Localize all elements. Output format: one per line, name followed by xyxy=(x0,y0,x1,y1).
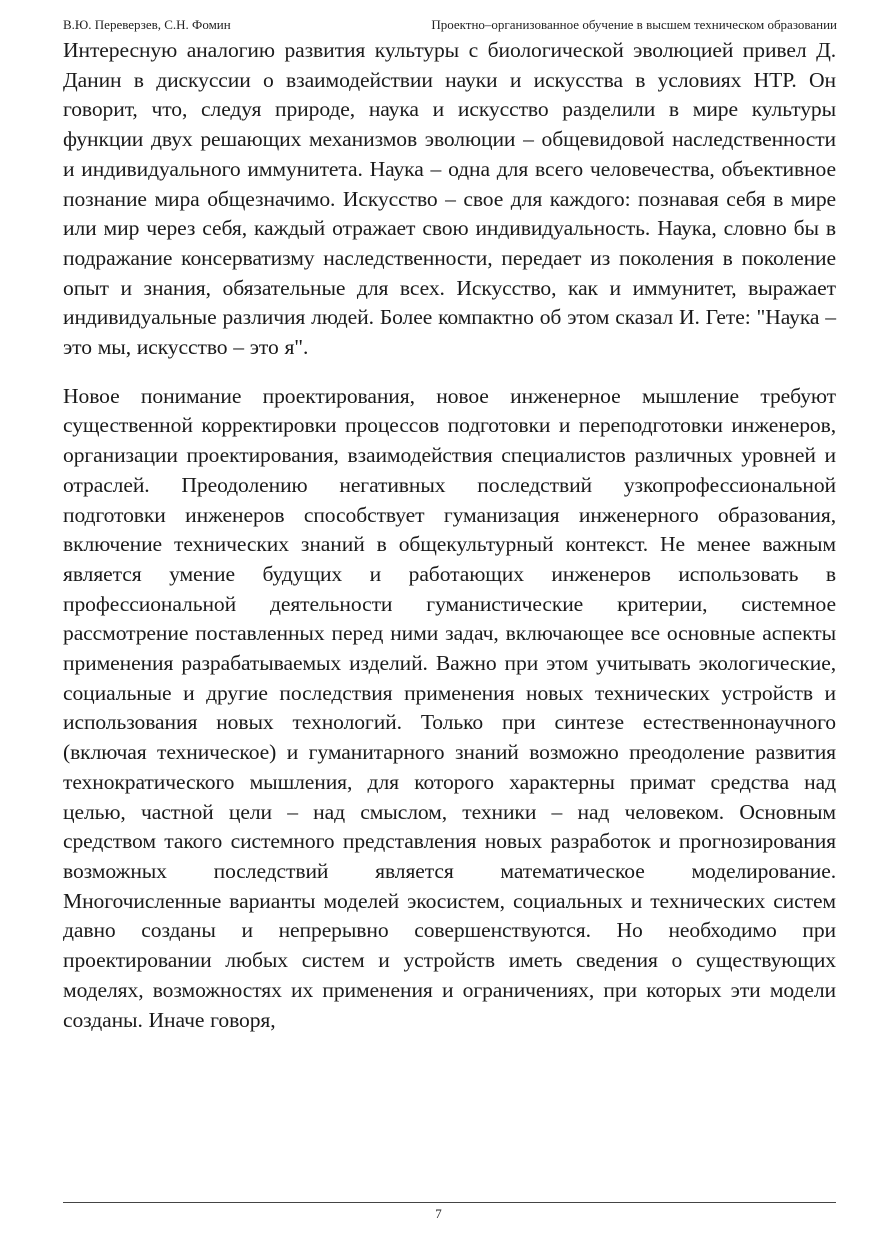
paragraph-1: Интересную аналогию развития культуры с биологической эволюцией привел Д. Данин в дискуссии о взаимодействии науки и искусства в условиях НТР. Он говорит, что, следуя природе, наука и искусство разделили в мире культуры функции двух решающих механизмов эволюции – общевидовой наследственности и индивидуального иммунитета. Наука – одна для всего человечества, объективное познание мира общезначимо. Искусство – свое для каждого: познавая себя в мире или мир через себя, каждый отражает свою индивидуальность. Наука, словно бы в подражание консерватизму наследственности, передает из поколения в поколение опыт и знания, обязательные для всех. Искусство, как и иммунитет, выражает индивидуальные различия людей. Более компактно об этом сказал И. Гете: "Наука – это мы, искусство – это я". xyxy=(63,38,836,360)
footer-divider xyxy=(63,1202,836,1203)
page-number: 7 xyxy=(435,1206,442,1221)
paragraph-2: Новое понимание проектирования, новое инженерное мышление требуют существенной корректировки процессов подготовки и переподготовки инженеров, организации проектирования, взаимодействия специалистов различных уровней и отраслей. Преодолению негативных последствий узкопрофессиональной подготовки инженеров способствует гуманизация инженерного образования, включение технических знаний в общекультурный контекст. Не менее важным является умение будущих и работающих инженеров использовать в профессиональной деятельности гуманистические критерии, системное рассмотрение поставленных перед ними задач, включающее все основные аспекты применения разрабатываемых изделий. Важно при этом учитывать экологические, социальные и другие последствия применения новых технических устройств и использования новых технологий. Только при синтезе естественнонаучного (включая техническое) и гуманитарного знаний возможно преодоление развития технократического мышления, для которого характерны примат средства над целью, частной цели – над смыслом, техники – над человеком. Основным средством такого системного представления новых разработок и прогнозирования возможных последствий является математическое моделирование. Многочисленные варианты моделей экосистем, социальных и технических систем давно созданы и непрерывно совершенствуются. Но необходимо при проектировании любых систем и устройств иметь сведения о существующих моделях, возможностях их применения и ограничениях, при которых эти модели созданы. Иначе говоря, xyxy=(63,383,836,1032)
header-authors: В.Ю. Переверзев, С.Н. Фомин xyxy=(63,17,231,32)
page-header xyxy=(63,15,837,35)
page-body xyxy=(63,36,836,1035)
header-title: Проектно–организованное обучение в высшем техническом образовании xyxy=(431,17,837,32)
